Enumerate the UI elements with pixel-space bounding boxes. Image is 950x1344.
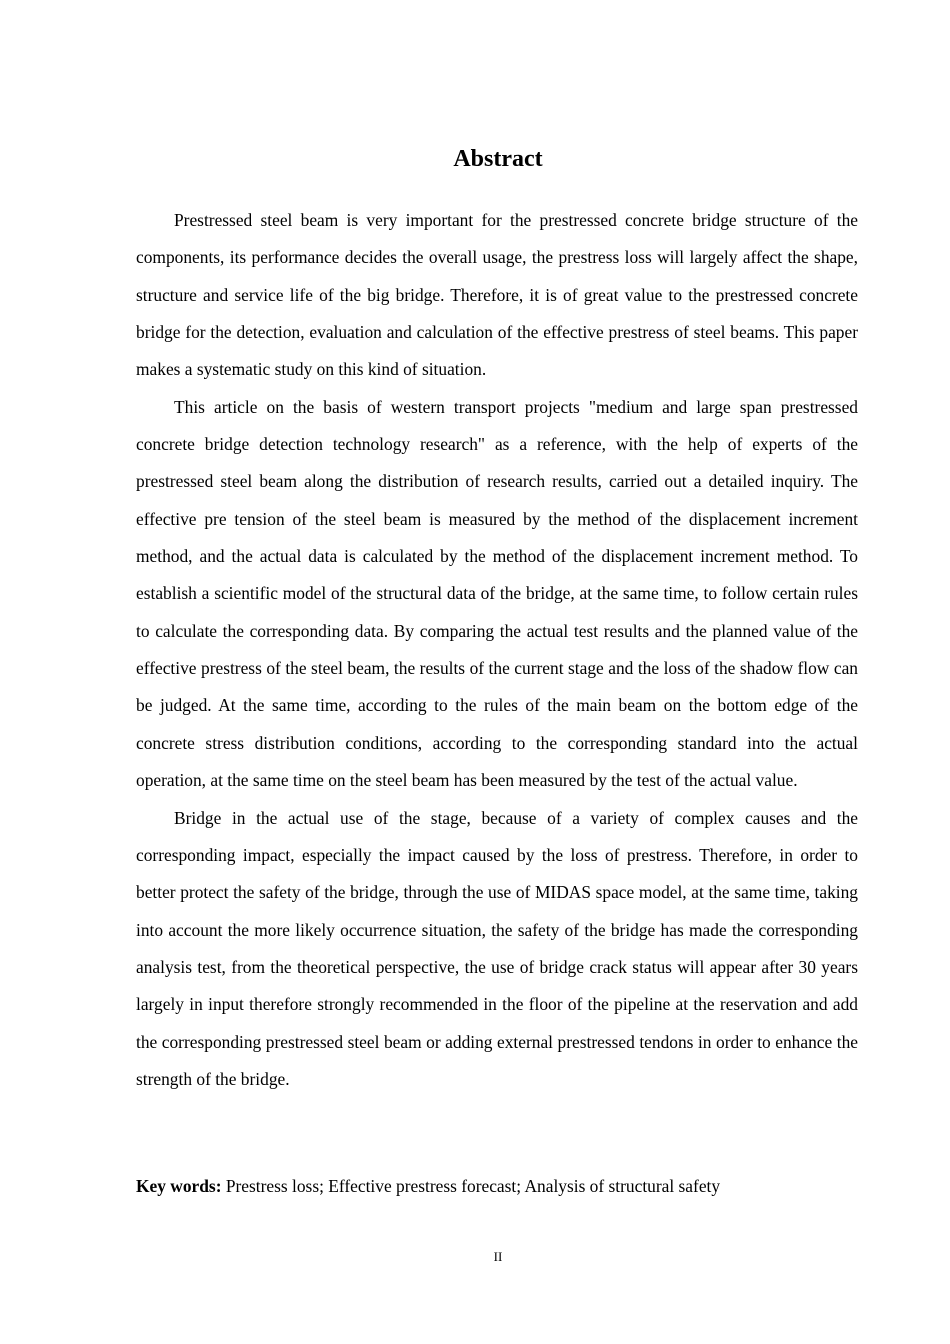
abstract-body [136, 202, 858, 1098]
abstract-paragraph-3: Bridge in the actual use of the stage, because of a variety of complex causes and the corresponding impact, especially the impact caused by the loss of prestress. Therefore, in order to better protect the safety of the bridge, through the use of MIDAS space model, at the same time, taking into account the more likely occurrence situation, the safety of the bridge has made the corresponding analysis test, from the theoretical perspective, the use of bridge crack status will appear after 30 years largely in input therefore strongly recommended in the floor of the pipeline at the reservation and add the corresponding prestressed steel beam or adding external prestressed tendons in order to enhance the strength of the bridge. [136, 807, 858, 1089]
abstract-title: Abstract [453, 146, 543, 172]
abstract-paragraph-1: Prestressed steel beam is very important for the prestressed concrete bridge structure of the components, its performance decides the overall usage, the prestress loss will largely affect the shape, structure and service life of the big bridge. Therefore, it is of great value to the prestressed concrete bridge for the detection, evaluation and calculation of the effective prestress of steel beams. This paper makes a systematic study on this kind of situation. [136, 210, 858, 380]
abstract-paragraph-2: This article on the basis of western transport projects "medium and large span prestressed concrete bridge detection technology research" as a reference, with the help of experts of the prestressed steel beam along the distribution of research results, carried out a detailed inquiry. The effective pre tension of the steel beam is measured by the method of the displacement increment method, and the actual data is calculated by the method of the displacement increment method. To establish a scientific model of the structural data of the bridge, at the same time, to follow certain rules to calculate the corresponding data. By comparing the actual test results and the planned value of the effective prestress of the steel beam, the results of the current stage and the loss of the shadow flow can be judged. At the same time, according to the rules of the main beam on the bottom edge of the concrete stress distribution conditions, according to the corresponding standard into the actual operation, at the same time on the steel beam has been measured by the test of the actual value. [136, 396, 858, 791]
keywords-label: Key words: [136, 1176, 222, 1196]
keywords-line [136, 1170, 858, 1202]
page-number: II [493, 1249, 503, 1264]
keywords-text: Prestress loss; Effective prestress forecast; Analysis of structural safety [221, 1176, 721, 1196]
